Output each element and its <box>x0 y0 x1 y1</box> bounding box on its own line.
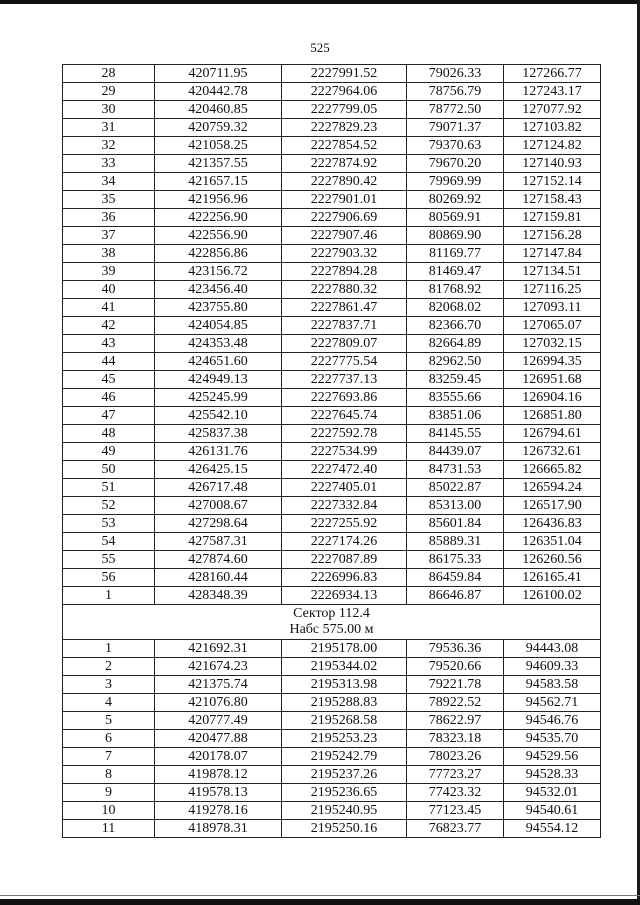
point-number-cell: 11 <box>63 820 155 838</box>
coord-x1-cell: 422556.90 <box>155 227 282 245</box>
coord-y1-cell: 2227903.32 <box>282 245 407 263</box>
coord-x2-cell: 81469.47 <box>407 263 504 281</box>
coord-x2-cell: 83555.66 <box>407 389 504 407</box>
point-number-cell: 52 <box>63 497 155 515</box>
coord-y2-cell: 127158.43 <box>504 191 601 209</box>
coord-y2-cell: 126851.80 <box>504 407 601 425</box>
coord-x2-cell: 86175.33 <box>407 551 504 569</box>
coord-y2-cell: 126904.16 <box>504 389 601 407</box>
coord-x2-cell: 79969.99 <box>407 173 504 191</box>
table-row <box>63 353 601 371</box>
coord-x1-cell: 418978.31 <box>155 820 282 838</box>
point-number-cell: 37 <box>63 227 155 245</box>
coord-y2-cell: 94562.71 <box>504 694 601 712</box>
coord-y1-cell: 2227901.01 <box>282 191 407 209</box>
coord-y1-cell: 2226996.83 <box>282 569 407 587</box>
coord-y2-cell: 94546.76 <box>504 712 601 730</box>
coord-y2-cell: 127156.28 <box>504 227 601 245</box>
coord-y2-cell: 94609.33 <box>504 658 601 676</box>
coord-y2-cell: 126351.04 <box>504 533 601 551</box>
coord-y2-cell: 127243.17 <box>504 83 601 101</box>
point-number-cell: 10 <box>63 802 155 820</box>
table-row <box>63 155 601 173</box>
coord-x2-cell: 82664.89 <box>407 335 504 353</box>
coord-x1-cell: 424949.13 <box>155 371 282 389</box>
point-number-cell: 42 <box>63 317 155 335</box>
table-row <box>63 173 601 191</box>
coord-x2-cell: 82962.50 <box>407 353 504 371</box>
coord-y1-cell: 2227592.78 <box>282 425 407 443</box>
coord-x1-cell: 425837.38 <box>155 425 282 443</box>
table-row <box>63 227 601 245</box>
table-body-lower <box>63 640 601 838</box>
coord-y1-cell: 2227890.42 <box>282 173 407 191</box>
coord-x2-cell: 77423.32 <box>407 784 504 802</box>
point-number-cell: 49 <box>63 443 155 461</box>
table-row <box>63 730 601 748</box>
point-number-cell: 47 <box>63 407 155 425</box>
table-row <box>63 83 601 101</box>
point-number-cell: 56 <box>63 569 155 587</box>
coord-x2-cell: 79071.37 <box>407 119 504 137</box>
coord-y1-cell: 2227775.54 <box>282 353 407 371</box>
coord-x2-cell: 83851.06 <box>407 407 504 425</box>
table-row <box>63 137 601 155</box>
table-row <box>63 712 601 730</box>
table-row <box>63 587 601 605</box>
table-row <box>63 209 601 227</box>
table-row <box>63 784 601 802</box>
coord-y2-cell: 127134.51 <box>504 263 601 281</box>
coord-x2-cell: 79026.33 <box>407 65 504 83</box>
coord-x2-cell: 82366.70 <box>407 317 504 335</box>
coord-y1-cell: 2227472.40 <box>282 461 407 479</box>
point-number-cell: 1 <box>63 640 155 658</box>
coord-x2-cell: 78023.26 <box>407 748 504 766</box>
coord-y1-cell: 2227837.71 <box>282 317 407 335</box>
coord-y2-cell: 126100.02 <box>504 587 601 605</box>
coord-y1-cell: 2227964.06 <box>282 83 407 101</box>
coord-y2-cell: 94443.08 <box>504 640 601 658</box>
coord-y2-cell: 126732.61 <box>504 443 601 461</box>
point-number-cell: 33 <box>63 155 155 173</box>
coord-y2-cell: 94532.01 <box>504 784 601 802</box>
point-number-cell: 5 <box>63 712 155 730</box>
table-body-upper <box>63 65 601 605</box>
coord-y2-cell: 94583.58 <box>504 676 601 694</box>
table-row <box>63 461 601 479</box>
coord-x2-cell: 86459.84 <box>407 569 504 587</box>
coord-y1-cell: 2227906.69 <box>282 209 407 227</box>
sector-header-group <box>63 605 601 640</box>
coord-x1-cell: 420178.07 <box>155 748 282 766</box>
table-row <box>63 497 601 515</box>
coord-y1-cell: 2195242.79 <box>282 748 407 766</box>
coord-y1-cell: 2227174.26 <box>282 533 407 551</box>
coord-x1-cell: 428348.39 <box>155 587 282 605</box>
coord-y2-cell: 126594.24 <box>504 479 601 497</box>
scan-bottom-edge <box>0 899 640 905</box>
table-row <box>63 676 601 694</box>
coord-x2-cell: 79221.78 <box>407 676 504 694</box>
coord-x1-cell: 424651.60 <box>155 353 282 371</box>
point-number-cell: 32 <box>63 137 155 155</box>
coord-x2-cell: 79520.66 <box>407 658 504 676</box>
point-number-cell: 36 <box>63 209 155 227</box>
point-number-cell: 31 <box>63 119 155 137</box>
table-row <box>63 533 601 551</box>
coord-y1-cell: 2195240.95 <box>282 802 407 820</box>
coord-x1-cell: 421058.25 <box>155 137 282 155</box>
coord-x2-cell: 79370.63 <box>407 137 504 155</box>
coord-x1-cell: 426425.15 <box>155 461 282 479</box>
table-row <box>63 820 601 838</box>
sector-header-cell <box>63 605 601 640</box>
coord-y1-cell: 2227087.89 <box>282 551 407 569</box>
point-number-cell: 53 <box>63 515 155 533</box>
coord-x1-cell: 423156.72 <box>155 263 282 281</box>
point-number-cell: 8 <box>63 766 155 784</box>
coord-x1-cell: 425542.10 <box>155 407 282 425</box>
table-row <box>63 569 601 587</box>
coord-y1-cell: 2195313.98 <box>282 676 407 694</box>
table-row <box>63 389 601 407</box>
coord-x2-cell: 84145.55 <box>407 425 504 443</box>
coord-y1-cell: 2227693.86 <box>282 389 407 407</box>
coord-y2-cell: 94535.70 <box>504 730 601 748</box>
point-number-cell: 35 <box>63 191 155 209</box>
coord-y1-cell: 2195250.16 <box>282 820 407 838</box>
coord-y2-cell: 126436.83 <box>504 515 601 533</box>
table-row <box>63 694 601 712</box>
coord-y2-cell: 127116.25 <box>504 281 601 299</box>
coord-x2-cell: 76823.77 <box>407 820 504 838</box>
point-number-cell: 48 <box>63 425 155 443</box>
coord-x1-cell: 421657.15 <box>155 173 282 191</box>
point-number-cell: 55 <box>63 551 155 569</box>
coord-x2-cell: 81169.77 <box>407 245 504 263</box>
point-number-cell: 9 <box>63 784 155 802</box>
table-row <box>63 65 601 83</box>
coord-y1-cell: 2227880.32 <box>282 281 407 299</box>
coord-y2-cell: 126994.35 <box>504 353 601 371</box>
coord-y1-cell: 2227405.01 <box>282 479 407 497</box>
point-number-cell: 51 <box>63 479 155 497</box>
table-row <box>63 640 601 658</box>
table-row <box>63 551 601 569</box>
coord-y2-cell: 94529.56 <box>504 748 601 766</box>
scan-top-edge <box>0 0 640 4</box>
coord-x1-cell: 421357.55 <box>155 155 282 173</box>
coord-x2-cell: 84731.53 <box>407 461 504 479</box>
point-number-cell: 44 <box>63 353 155 371</box>
point-number-cell: 7 <box>63 748 155 766</box>
coord-x1-cell: 427008.67 <box>155 497 282 515</box>
coord-y1-cell: 2195288.83 <box>282 694 407 712</box>
coord-y2-cell: 127266.77 <box>504 65 601 83</box>
table-row <box>63 425 601 443</box>
coord-y1-cell: 2227861.47 <box>282 299 407 317</box>
table-row <box>63 443 601 461</box>
point-number-cell: 41 <box>63 299 155 317</box>
point-number-cell: 38 <box>63 245 155 263</box>
coord-x2-cell: 78622.97 <box>407 712 504 730</box>
table-row <box>63 245 601 263</box>
table-row <box>63 802 601 820</box>
coord-y1-cell: 2227255.92 <box>282 515 407 533</box>
coord-y2-cell: 127093.11 <box>504 299 601 317</box>
coord-x1-cell: 421674.23 <box>155 658 282 676</box>
point-number-cell: 30 <box>63 101 155 119</box>
coord-x1-cell: 419278.16 <box>155 802 282 820</box>
coord-x1-cell: 422256.90 <box>155 209 282 227</box>
coord-x2-cell: 85601.84 <box>407 515 504 533</box>
coord-x1-cell: 421375.74 <box>155 676 282 694</box>
coord-x1-cell: 427587.31 <box>155 533 282 551</box>
coord-y2-cell: 127152.14 <box>504 173 601 191</box>
coord-y1-cell: 2195236.65 <box>282 784 407 802</box>
sector-height: Набс 575.00 м <box>289 622 374 637</box>
coord-x2-cell: 78756.79 <box>407 83 504 101</box>
coord-x2-cell: 78922.52 <box>407 694 504 712</box>
coord-x2-cell: 80569.91 <box>407 209 504 227</box>
coord-x1-cell: 420477.88 <box>155 730 282 748</box>
table-row <box>63 119 601 137</box>
table-row <box>63 101 601 119</box>
sector-title: Сектор 112.4 <box>293 606 370 621</box>
coord-x2-cell: 82068.02 <box>407 299 504 317</box>
coord-x2-cell: 83259.45 <box>407 371 504 389</box>
coord-y1-cell: 2227799.05 <box>282 101 407 119</box>
coord-x1-cell: 423755.80 <box>155 299 282 317</box>
coord-y1-cell: 2227534.99 <box>282 443 407 461</box>
table-row <box>63 658 601 676</box>
coord-x2-cell: 79536.36 <box>407 640 504 658</box>
coord-y2-cell: 127032.15 <box>504 335 601 353</box>
coord-y1-cell: 2227809.07 <box>282 335 407 353</box>
coord-x1-cell: 427298.64 <box>155 515 282 533</box>
coord-x1-cell: 428160.44 <box>155 569 282 587</box>
scan-bottom-line <box>0 895 640 896</box>
point-number-cell: 39 <box>63 263 155 281</box>
coord-x1-cell: 427874.60 <box>155 551 282 569</box>
coord-y2-cell: 94554.12 <box>504 820 601 838</box>
coord-y1-cell: 2227737.13 <box>282 371 407 389</box>
coord-y1-cell: 2227894.28 <box>282 263 407 281</box>
coord-y2-cell: 127147.84 <box>504 245 601 263</box>
coord-y1-cell: 2227907.46 <box>282 227 407 245</box>
coord-x1-cell: 421076.80 <box>155 694 282 712</box>
coord-y1-cell: 2227332.84 <box>282 497 407 515</box>
coord-x1-cell: 419578.13 <box>155 784 282 802</box>
coord-y2-cell: 127103.82 <box>504 119 601 137</box>
point-number-cell: 2 <box>63 658 155 676</box>
point-number-cell: 34 <box>63 173 155 191</box>
coord-y2-cell: 94528.33 <box>504 766 601 784</box>
coord-x2-cell: 80269.92 <box>407 191 504 209</box>
table-row <box>63 515 601 533</box>
coord-y2-cell: 126165.41 <box>504 569 601 587</box>
coord-y1-cell: 2195237.26 <box>282 766 407 784</box>
coord-y1-cell: 2227991.52 <box>282 65 407 83</box>
point-number-cell: 45 <box>63 371 155 389</box>
point-number-cell: 29 <box>63 83 155 101</box>
coord-x1-cell: 420460.85 <box>155 101 282 119</box>
coord-y2-cell: 126517.90 <box>504 497 601 515</box>
coord-x1-cell: 424353.48 <box>155 335 282 353</box>
coord-x2-cell: 78772.50 <box>407 101 504 119</box>
coord-x1-cell: 424054.85 <box>155 317 282 335</box>
coord-y1-cell: 2195268.58 <box>282 712 407 730</box>
coordinates-table <box>62 64 601 838</box>
point-number-cell: 1 <box>63 587 155 605</box>
coord-x1-cell: 419878.12 <box>155 766 282 784</box>
coord-x1-cell: 422856.86 <box>155 245 282 263</box>
coord-y2-cell: 94540.61 <box>504 802 601 820</box>
coord-x2-cell: 79670.20 <box>407 155 504 173</box>
coord-y2-cell: 127140.93 <box>504 155 601 173</box>
page-number: 525 <box>310 40 330 55</box>
coord-y2-cell: 126794.61 <box>504 425 601 443</box>
coord-y2-cell: 127159.81 <box>504 209 601 227</box>
coord-x2-cell: 77723.27 <box>407 766 504 784</box>
coord-y2-cell: 126665.82 <box>504 461 601 479</box>
point-number-cell: 3 <box>63 676 155 694</box>
coord-y1-cell: 2227645.74 <box>282 407 407 425</box>
table-row <box>63 748 601 766</box>
coordinates-table-container <box>62 64 600 838</box>
coord-x1-cell: 420777.49 <box>155 712 282 730</box>
coord-x1-cell: 421692.31 <box>155 640 282 658</box>
coord-y2-cell: 126260.56 <box>504 551 601 569</box>
coord-x2-cell: 78323.18 <box>407 730 504 748</box>
coord-y1-cell: 2195253.23 <box>282 730 407 748</box>
table-row <box>63 317 601 335</box>
coord-x2-cell: 85889.31 <box>407 533 504 551</box>
coord-x1-cell: 420711.95 <box>155 65 282 83</box>
coord-y2-cell: 126951.68 <box>504 371 601 389</box>
point-number-cell: 46 <box>63 389 155 407</box>
point-number-cell: 50 <box>63 461 155 479</box>
table-row <box>63 479 601 497</box>
coord-x1-cell: 426717.48 <box>155 479 282 497</box>
table-row <box>63 191 601 209</box>
point-number-cell: 43 <box>63 335 155 353</box>
table-row <box>63 335 601 353</box>
coord-x1-cell: 426131.76 <box>155 443 282 461</box>
coord-y2-cell: 127077.92 <box>504 101 601 119</box>
table-row <box>63 371 601 389</box>
coord-x1-cell: 420442.78 <box>155 83 282 101</box>
table-row <box>63 766 601 784</box>
point-number-cell: 54 <box>63 533 155 551</box>
coord-y2-cell: 127065.07 <box>504 317 601 335</box>
coord-y1-cell: 2227829.23 <box>282 119 407 137</box>
coord-y1-cell: 2227854.52 <box>282 137 407 155</box>
coord-x2-cell: 85313.00 <box>407 497 504 515</box>
coord-y1-cell: 2226934.13 <box>282 587 407 605</box>
table-row <box>63 407 601 425</box>
point-number-cell: 6 <box>63 730 155 748</box>
point-number-cell: 4 <box>63 694 155 712</box>
coord-x1-cell: 421956.96 <box>155 191 282 209</box>
point-number-cell: 28 <box>63 65 155 83</box>
coord-y1-cell: 2227874.92 <box>282 155 407 173</box>
coord-x2-cell: 81768.92 <box>407 281 504 299</box>
sector-header-row <box>63 605 601 640</box>
coord-x2-cell: 80869.90 <box>407 227 504 245</box>
coord-y2-cell: 127124.82 <box>504 137 601 155</box>
point-number-cell: 40 <box>63 281 155 299</box>
coord-x2-cell: 77123.45 <box>407 802 504 820</box>
table-row <box>63 263 601 281</box>
coord-x2-cell: 86646.87 <box>407 587 504 605</box>
coord-y1-cell: 2195344.02 <box>282 658 407 676</box>
coord-x1-cell: 420759.32 <box>155 119 282 137</box>
coord-x2-cell: 85022.87 <box>407 479 504 497</box>
table-row <box>63 299 601 317</box>
table-row <box>63 281 601 299</box>
coord-x1-cell: 425245.99 <box>155 389 282 407</box>
coord-x1-cell: 423456.40 <box>155 281 282 299</box>
coord-y1-cell: 2195178.00 <box>282 640 407 658</box>
coord-x2-cell: 84439.07 <box>407 443 504 461</box>
